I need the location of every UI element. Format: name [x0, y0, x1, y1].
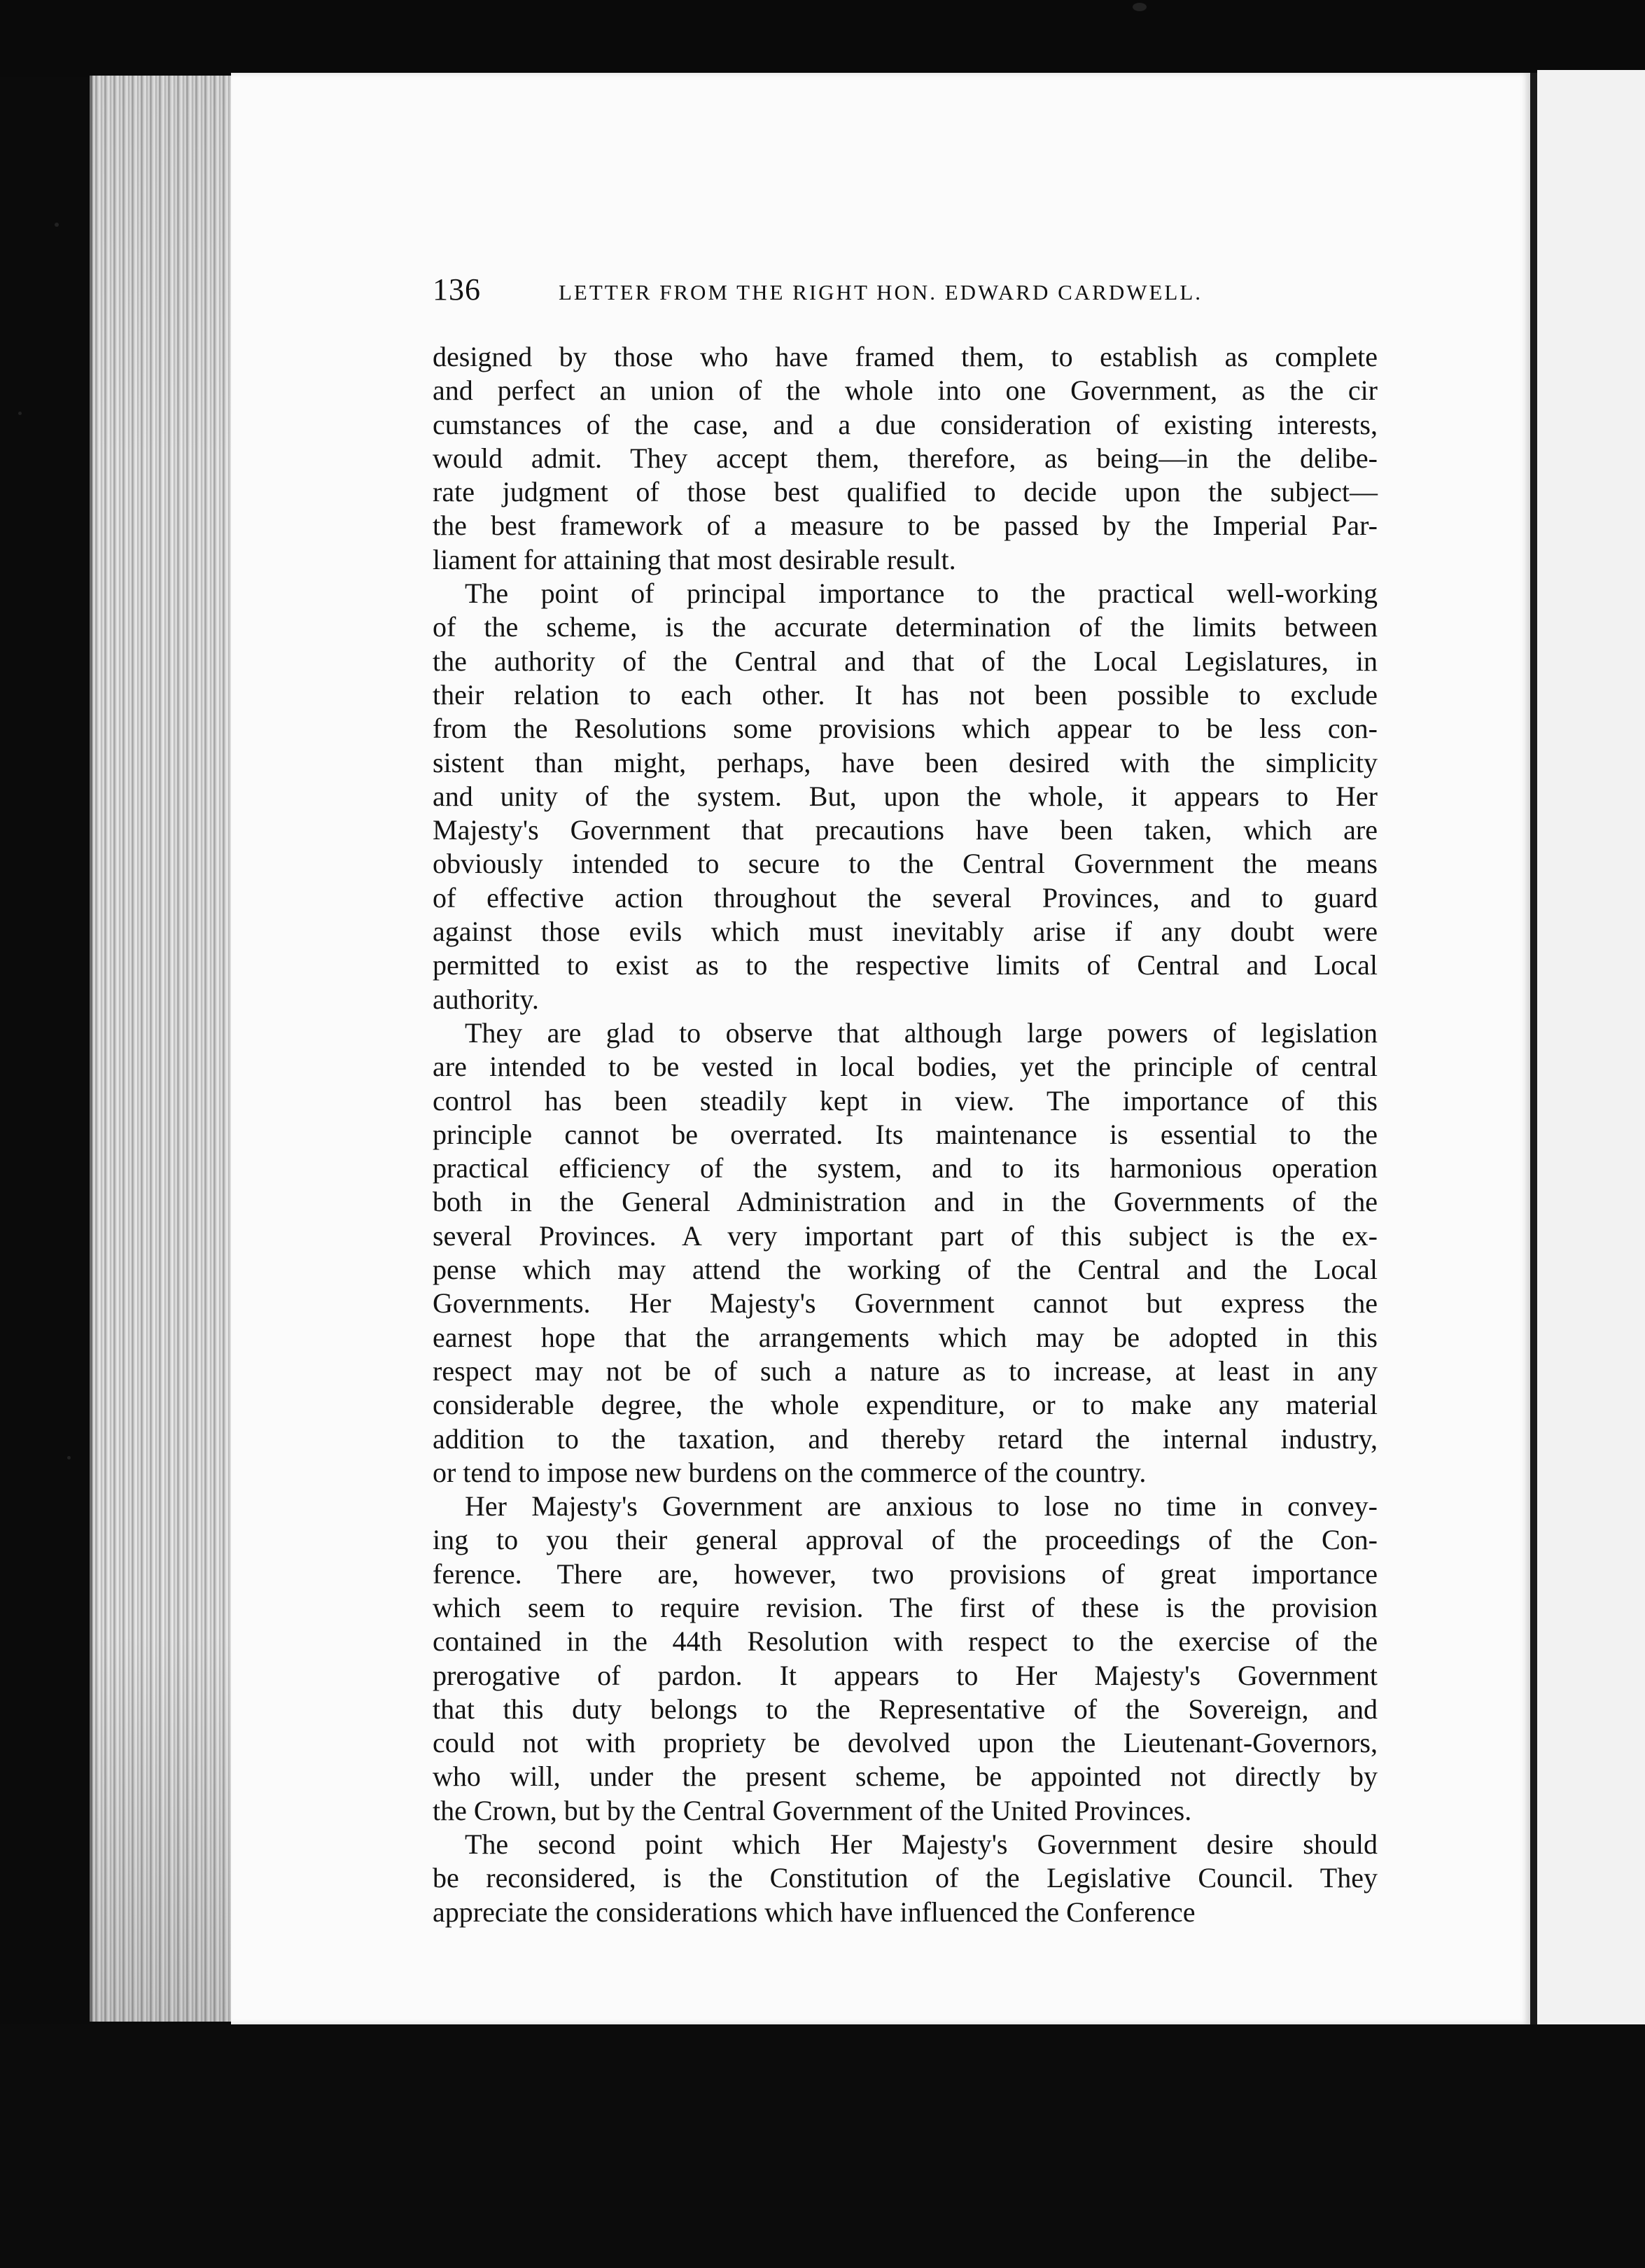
dust-speck [55, 223, 59, 227]
text-line: pense which may attend the working of the Central and the Local [433, 1254, 1378, 1286]
text-line: could not with propriety be devolved upon the Lieutenant-Governors, [433, 1727, 1378, 1759]
dust-speck [18, 412, 22, 415]
text-line: liament for attaining that most desirable result. [433, 543, 956, 575]
running-head [433, 272, 1378, 314]
text-line: Majesty's Government that precautions have been taken, which are [433, 814, 1378, 846]
text-line: their relation to each other. It has not been possible to exclude [433, 678, 1378, 710]
text-line: several Provinces. A very important part of this subject is the ex- [433, 1219, 1378, 1252]
text-line: addition to the taxation, and thereby retard the internal industry, [433, 1422, 1378, 1455]
paragraph [433, 1016, 1378, 1490]
book-gutter [1530, 73, 1537, 2024]
text-line: both in the General Administration and in the Governments of the [433, 1186, 1378, 1218]
text-line: of the scheme, is the accurate determination of the limits between [433, 611, 1378, 643]
text-line: appreciate the considerations which have influenced the Conference [433, 1896, 1196, 1928]
text-line: are intended to be vested in local bodies, yet the principle of central [433, 1051, 1378, 1083]
text-line: would admit. They accept them, therefore, as being—in the delibe- [433, 442, 1378, 474]
text-line: of effective action throughout the several Provinces, and to guard [433, 881, 1378, 913]
text-line: obviously intended to secure to the Central Government the means [433, 848, 1378, 880]
text-line: and perfect an union of the whole into one Government, as the cir [433, 374, 1378, 407]
text-line: They are glad to observe that although large powers of legislation [465, 1016, 1378, 1049]
text-line: considerable degree, the whole expenditure, or to make any material [433, 1389, 1378, 1421]
scanner-background-bottom [0, 2024, 1645, 2268]
facing-page-strip [1537, 70, 1645, 2030]
text-line: that this duty belongs to the Representative of the Sovereign, and [433, 1693, 1378, 1725]
text-line: or tend to impose new burdens on the commerce of the country. [433, 1456, 1147, 1488]
text-line: Governments. Her Majesty's Government cannot but express the [433, 1287, 1378, 1320]
text-line: designed by those who have framed them, to establish as complete [433, 341, 1378, 372]
text-line: be reconsidered, is the Constitution of the Legislative Council. They [433, 1862, 1378, 1894]
text-line: The second point which Her Majesty's Government desire should [465, 1828, 1378, 1861]
text-line: control has been steadily kept in view. The importance of this [433, 1084, 1378, 1116]
text-line: rate judgment of those best qualified to decide upon the subject— [433, 476, 1378, 508]
paragraph [433, 340, 1378, 577]
text-line: permitted to exist as to the respective limits of Central and Local [433, 949, 1378, 981]
text-line: The point of principal importance to the practical well-working [465, 578, 1378, 610]
text-line: which seem to require revision. The first of these is the provision [433, 1591, 1378, 1623]
text-line: the best framework of a measure to be passed by the Imperial Par- [433, 510, 1378, 542]
text-line: respect may not be of such a nature as to increase, at least in any [433, 1354, 1378, 1387]
scanner-background-top [0, 0, 1645, 77]
paragraph [433, 1828, 1378, 1929]
paragraph [433, 1490, 1378, 1828]
text-line: from the Resolutions some provisions which appear to be less con- [433, 713, 1378, 745]
text-line: prerogative of pardon. It appears to Her Majesty's Government [433, 1659, 1378, 1691]
page-number: 136 [433, 272, 481, 307]
text-line: and unity of the system. But, upon the whole, it appears to Her [433, 780, 1378, 812]
running-head-title: LETTER FROM THE RIGHT HON. EDWARD CARDWELL. [559, 280, 1203, 304]
text-line: cumstances of the case, and a due consideration of existing interests, [433, 408, 1378, 440]
text-line: practical efficiency of the system, and to its harmonious operation [433, 1152, 1378, 1184]
text-line: earnest hope that the arrangements which may be adopted in this [433, 1321, 1378, 1353]
text-line: sistent than might, perhaps, have been desired with the simplicity [433, 746, 1378, 778]
page-edges-stack [90, 76, 234, 2022]
text-line: the authority of the Central and that of the Local Legislatures, in [433, 645, 1378, 677]
text-line: Her Majesty's Government are anxious to lose no time in convey- [465, 1490, 1378, 1522]
text-line: ing to you their general approval of the proceedings of the Con- [433, 1524, 1378, 1556]
text-line: contained in the 44th Resolution with respect to the exercise of the [433, 1625, 1378, 1658]
text-line: authority. [433, 983, 539, 1015]
dust-speck [67, 1456, 71, 1460]
paragraph [433, 577, 1378, 1016]
text-line: principle cannot be overrated. Its maintenance is essential to the [433, 1118, 1378, 1150]
body-text [433, 340, 1378, 1929]
dust-speck [1133, 3, 1147, 11]
text-line: ference. There are, however, two provisions of great importance [433, 1558, 1378, 1590]
text-line: who will, under the present scheme, be appointed not directly by [433, 1760, 1378, 1793]
text-line: against those evils which must inevitably arise if any doubt were [433, 916, 1378, 948]
text-line: the Crown, but by the Central Government of the United Provinces. [433, 1794, 1192, 1826]
